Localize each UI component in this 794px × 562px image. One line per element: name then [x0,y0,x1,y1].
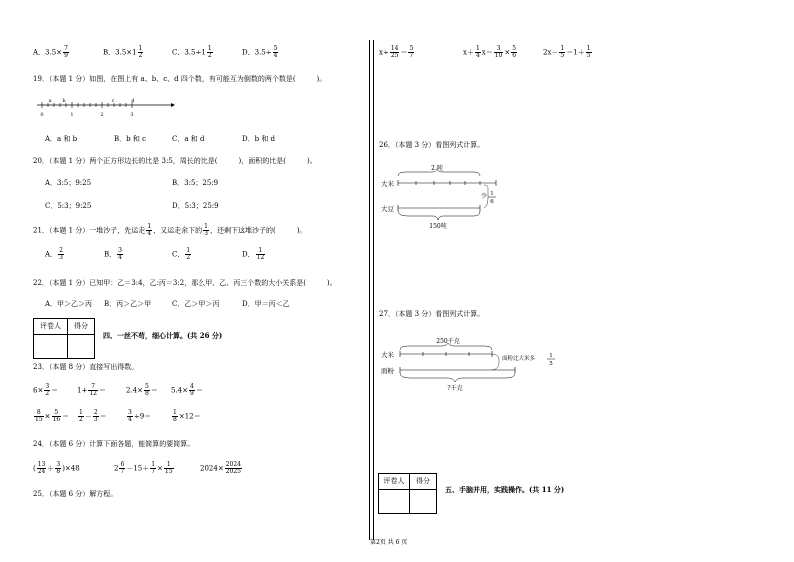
q27-side-frac-den: 5 [549,361,553,367]
q24-text: 24．（本题 6 分）计算下面各题，能简算的要简算。 [33,440,195,448]
q23-item-8: $\frac{1}{8}$ ×12＝ [173,409,201,423]
tick-label-1: 1 [70,112,74,118]
q19-option-b: B．b 和 c [114,135,146,143]
q19-option-a: A．a 和 b [45,135,78,143]
q18-option-b: B．3.5×1 $\frac{1}{2}$ [103,45,143,59]
q21-option-c: C． $\frac{1}{2}$ [172,247,191,261]
q21-text: 21．（本题 1 分）一堆沙子，先运走 $\frac{1}{4}$ ，又运走余下的 $\frac{1}{3}$ ，还剩下这堆沙子的( )。 [33,223,307,237]
q27-side-frac-num: 1 [549,353,553,359]
q22-option-c: C．乙＞甲＞丙 [172,300,220,308]
q18-option-d: D．3.5÷ $\frac{5}{4}$ [242,45,278,59]
q20-option-a: A．3:5；9:25 [45,179,92,187]
q18-option-a: A．3.5× $\frac{7}{9}$ [33,45,68,59]
q19-option-d: D．b 和 d [242,135,276,143]
q27-side-label: 面粉比大米多 [502,356,536,362]
q25-text: 25．（本题 6 分）解方程。 [33,490,118,498]
equation-3: 2x－ $\frac{1}{5}$ ＝1＋ $\frac{1}{5}$ [543,45,591,59]
grader-cell[interactable] [379,490,410,514]
point-label-d: d [131,98,135,104]
point-label-a: a [48,98,52,104]
section-4-heading: 四、一丝不苟，细心计算。(共 26 分) [103,331,223,340]
grader-header: 评卷人 [34,319,68,335]
equation-1: x÷ $\frac{14}{25}$ ＝ $\frac{5}{7}$ [379,45,414,59]
q24-expr-1: ( $\frac{13}{24}$ ＋ $\frac{3}{8}$ )×48 [33,461,80,475]
q23-item-1: 6× $\frac{3}{2}$ ＝ [33,383,59,397]
q26-text: 26．（本题 3 分）看图列式计算。 [379,141,485,149]
q20-option-b: B．3:5；25:9 [172,179,219,187]
tick-label-2: 2 [100,112,104,118]
q22-text: 22．（本题 1 分）已知甲：乙＝3:4，乙:丙＝3:2，那么甲、乙、丙三个数的大小关系是( )。 [33,279,337,287]
score-header: 得分 [68,319,95,335]
q26-top-label: 2 吨 [431,165,443,172]
page-footer: 第2页 共 6 页 [370,539,408,546]
q21-option-a: A． $\frac{2}{3}$ [45,247,63,261]
q27-diagram [378,333,568,398]
q23-item-5: $\frac{8}{15}$ × $\frac{5}{16}$ ＝ [35,409,70,423]
q20-text: 20．（本题 1 分）两个正方形边长的比是 3:5，周长的比是( )，面积的比是( )。 [33,157,317,165]
q27-row2-label: 面粉 [381,367,394,375]
q23-item-3: 2.4× $\frac{5}{8}$ ＝ [126,383,158,397]
q26-side-frac-num: 1 [490,191,494,197]
grader-cell[interactable] [34,335,68,359]
score-header: 得分 [410,474,437,490]
score-cell[interactable] [68,335,95,359]
q27-text: 27．（本题 3 分）看图列式计算。 [379,310,485,318]
point-label-c: c [111,98,115,104]
point-label-b: b [62,98,66,104]
q26-diagram [378,158,508,233]
q22-option-a: A．甲＞乙＞丙 [45,300,93,308]
q24-expr-3: 2024× $\frac{2024}{2025}$ [200,461,241,475]
q26-side-prefix: 少 [481,193,488,200]
q20-option-d: D．5:3；25:9 [172,202,219,210]
equation-2: x＋ $\frac{1}{4}$ x＝ $\frac{3}{10}$ × $\frac{5}{6}$ [463,45,517,59]
section-5-heading: 五、手脑并用，实践操作。(共 11 分) [445,485,565,494]
tick-label-3: 3 [130,112,134,118]
q23-item-6: $\frac{1}{2}$ － $\frac{2}{3}$ ＝ [79,409,107,423]
q20-option-c: C．5:3；9:25 [45,202,92,210]
q27-bottom-label: ?千克 [447,385,463,392]
q26-row1-label: 大米 [381,180,394,188]
q24-expr-2: 2 $\frac{6}{7}$ －15＋ $\frac{1}{7}$ × $\frac{1}{15}$ [114,461,173,475]
q23-item-2: 1+ $\frac{7}{12}$ ＝ [77,383,106,397]
q26-row2-label: 大豆 [381,205,394,213]
q27-row1-label: 大米 [381,351,394,359]
q18-option-c: C．3.5÷1 $\frac{1}{2}$ [172,45,212,59]
q19-text: 19．（本题 1 分）如图，在图上有 a、b、c、d 四个数，有可能互为倒数的两个数是( )。 [33,75,327,83]
q23-text: 23．（本题 8 分）直接写出得数。 [33,363,139,371]
q19-option-c: C．a 和 d [172,135,205,143]
q22-option-b: B．丙＞乙＞甲 [104,300,152,308]
q27-top-label: 250千克 [436,338,460,345]
score-cell[interactable] [410,490,437,514]
q23-item-7: $\frac{3}{4}$ ÷9＝ [128,409,152,423]
q26-side-frac-den: 6 [490,199,494,205]
grader-header: 评卷人 [379,474,410,490]
tick-label-0: 0 [40,112,44,118]
column-divider-right [373,40,374,540]
q21-option-b: B． $\frac{3}{4}$ [104,247,122,261]
q23-item-4: 5.4× $\frac{4}{9}$ ＝ [171,383,203,397]
q19-number-line [35,96,175,118]
q21-option-d: D． $\frac{1}{12}$ [242,247,265,261]
column-divider-left [369,40,370,540]
score-box-section4 [33,318,95,359]
q26-bottom-label: 150吨 [429,223,447,230]
score-box-section5 [378,473,437,514]
q22-option-d: D．甲＝丙＜乙 [242,300,290,308]
